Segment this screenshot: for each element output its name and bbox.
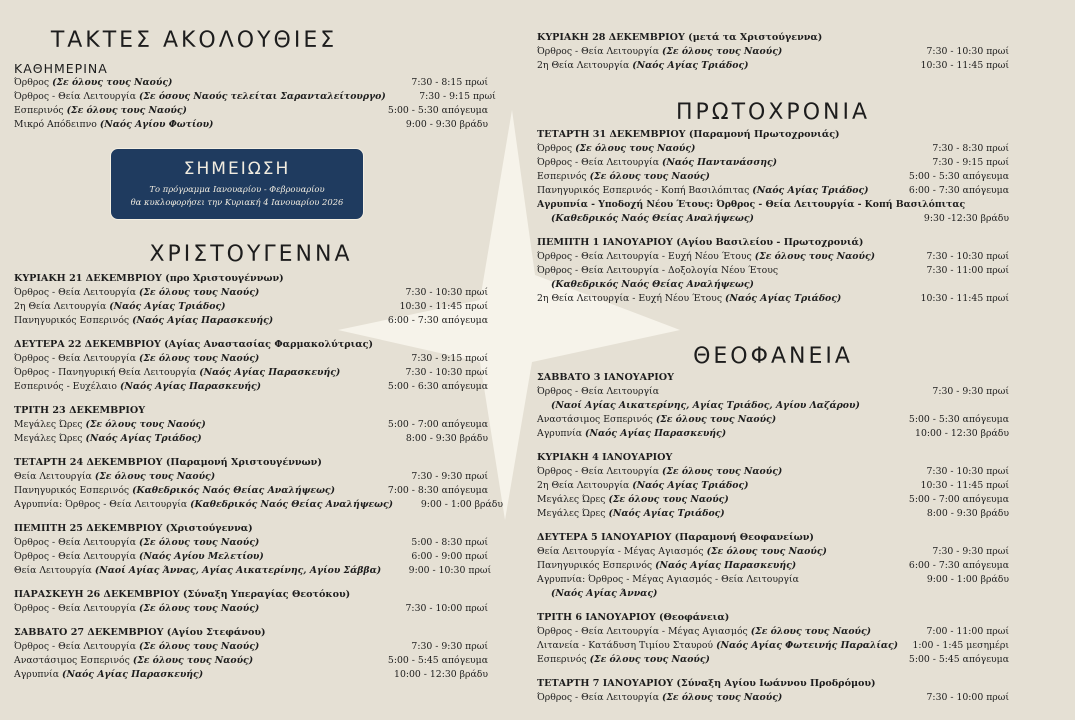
service-row (537, 493, 1009, 507)
service-row (537, 479, 1009, 493)
day-heading: ΚΥΡΙΑΚΗ 28 ΔΕΚΕΜΒΡΙΟΥ (μετά τα Χριστούγεννα) (537, 32, 823, 43)
service-row (14, 550, 488, 564)
service-name: Αγρυπνία: Όρθρος - Θεία Λειτουργία (14, 499, 188, 510)
service-row (537, 198, 1009, 212)
service-time: 5:00 - 7:00 απόγευμα (908, 494, 1009, 505)
service-name: Αγρυπνία (537, 428, 583, 439)
service-label (14, 654, 253, 668)
day-block (14, 456, 504, 512)
service-name: Πανηγυρικός Εσπερινός (14, 315, 130, 326)
day-block (537, 611, 1009, 667)
service-name: Όρθρος - Θεία Λειτουργία (537, 466, 659, 477)
service-place: (Σε όλους τους Ναούς) (661, 466, 783, 477)
day-block (537, 236, 1009, 306)
service-place: (Ναός Αγίας Παρασκευής) (62, 669, 204, 680)
service-label (14, 352, 259, 366)
service-place: (Σε όλους τους Ναούς) (138, 353, 260, 364)
day-block (14, 404, 488, 446)
service-time: 9:00 - 1:00 βράδυ (420, 499, 504, 510)
service-time: 7:30 - 9:15 πρωί (932, 157, 1009, 168)
service-label (537, 465, 782, 479)
service-time: 10:30 - 11:45 πρωί (920, 480, 1009, 491)
service-place: (Σε όλους τους Ναούς) (94, 471, 216, 482)
day-heading: ΠΕΜΠΤΗ 1 ΙΑΝΟΥΑΡΙΟΥ (Αγίου Βασιλείου - Πρωτοχρονιά) (537, 237, 864, 248)
service-name: 2η Θεία Λειτουργία (14, 301, 107, 312)
service-label (537, 399, 860, 413)
day-block (537, 371, 1009, 441)
service-row (537, 292, 1009, 306)
service-label (537, 479, 749, 493)
service-name: Όρθρος - Θεία Λειτουργία (14, 641, 136, 652)
service-label (537, 278, 754, 292)
day-heading: ΣΑΒΒΑΤΟ 3 ΙΑΝΟΥΑΡΙΟΥ (537, 372, 674, 383)
service-row (537, 212, 1009, 226)
service-place: (Σε όλους τους Ναούς) (589, 171, 710, 182)
service-place: (Ναός Αγίας Τριάδος) (109, 301, 226, 312)
service-name: Όρθρος - Θεία Λειτουργία (14, 91, 136, 102)
service-name: Όρθρος (14, 77, 50, 88)
service-place: (Σε όλους τους Ναούς) (85, 419, 206, 430)
page-title-regular: ΤΑΚΤΕΣ ΑΚΟΛΟΥΘΙΕΣ (50, 28, 338, 53)
service-time: 8:00 - 9:30 βράδυ (405, 433, 488, 444)
service-name: Όρθρος - Θεία Λειτουργία (14, 353, 136, 364)
service-row (537, 625, 1009, 639)
day-heading: ΔΕΥΤΕΡΑ 22 ΔΕΚΕΜΒΡΙΟΥ (Αγίας Αναστασίας Φαρμακολύτριας) (14, 339, 374, 350)
service-row (14, 300, 488, 314)
service-place: (Ναός Αγίας Τριάδος) (752, 185, 869, 196)
service-place: (Σε όλους τους Ναούς) (589, 654, 710, 665)
service-time: 10:30 - 11:45 πρωί (399, 301, 488, 312)
service-time (899, 278, 1009, 292)
service-place: (Ναός Αγίας Άννας) (551, 588, 658, 599)
service-row (14, 314, 488, 328)
service-label (537, 559, 796, 573)
service-label (537, 156, 777, 170)
day-heading: ΤΡΙΤΗ 6 ΙΑΝΟΥΑΡΙΟΥ (Θεοφάνεια) (537, 612, 730, 623)
service-time: 6:00 - 9:00 πρωί (411, 551, 488, 562)
day-heading: ΔΕΥΤΕΡΑ 5 ΙΑΝΟΥΑΡΙΟΥ (Παραμονή Θεοφανείων) (537, 532, 814, 543)
service-time: 5:00 - 5:30 απόγευμα (387, 105, 488, 116)
day-heading: ΤΕΤΑΡΤΗ 31 ΔΕΚΕΜΒΡΙΟΥ (Παραμονή Πρωτοχρονιάς) (537, 129, 840, 140)
service-label (537, 142, 695, 156)
service-place: (Καθεδρικός Ναός Θείας Αναλήψεως) (190, 499, 394, 510)
service-time: 9:00 - 9:30 βράδυ (405, 119, 488, 130)
service-label (14, 536, 259, 550)
service-name: Εσπερινός - Ευχέλαιο (14, 381, 117, 392)
service-label (537, 385, 659, 399)
service-time: 5:00 - 5:45 απόγευμα (387, 655, 488, 666)
day-heading: ΠΑΡΑΣΚΕΥΗ 26 ΔΕΚΕΜΒΡΙΟΥ (Σύναξη Υπεραγίας Θεοτόκου) (14, 589, 351, 600)
note-box (110, 148, 364, 220)
service-name: Όρθρος - Θεία Λειτουργία (14, 287, 136, 298)
service-row (537, 545, 1009, 559)
day-block (537, 451, 1009, 521)
service-row (537, 170, 1009, 184)
service-place: (Ναός Αγίας Τριάδος) (85, 433, 202, 444)
day-heading: ΤΡΙΤΗ 23 ΔΕΚΕΜΒΡΙΟΥ (14, 405, 146, 416)
service-place: (Καθεδρικός Ναός Θείας Αναλήψεως) (551, 213, 754, 224)
day-heading: ΤΕΤΑΡΤΗ 7 ΙΑΝΟΥΑΡΙΟΥ (Σύναξη Αγίου Ιωάννου Προδρόμου) (537, 678, 876, 689)
day-block (14, 522, 492, 578)
service-row (537, 59, 1009, 73)
service-name: Εσπερινός (537, 654, 587, 665)
service-place: (Καθεδρικός Ναός Θείας Αναλήψεως) (551, 279, 754, 290)
christmas-schedule (14, 272, 504, 692)
service-time: 7:30 - 9:30 πρωί (932, 386, 1009, 397)
note-title: ΣΗΜΕΙΩΣΗ (183, 159, 291, 179)
service-name: Αναστάσιμος Εσπερινός (537, 414, 653, 425)
service-name: Πανηγυρικός Εσπερινός (14, 485, 130, 496)
epiphany-schedule (537, 371, 1009, 715)
service-row (537, 250, 1009, 264)
service-place: (Σε όλους τους Ναούς) (138, 537, 260, 548)
service-name: Όρθρος - Θεία Λειτουργία (14, 551, 136, 562)
service-row (14, 418, 488, 432)
service-row (537, 399, 1009, 413)
service-row (14, 380, 488, 394)
note-line-1: Το πρόγραμμα Ιανουαρίου - Φεβρουαρίου (149, 184, 325, 194)
service-place: (Ναός Αγίας Παρασκευής) (119, 381, 262, 392)
service-row (14, 104, 488, 118)
service-time: 7:00 - 8:30 απόγευμα (387, 485, 488, 496)
day-heading: ΤΕΤΑΡΤΗ 24 ΔΕΚΕΜΒΡΙΟΥ (Παραμονή Χριστουγέννων) (14, 457, 322, 468)
service-name: 2η Θεία Λειτουργία - Ευχή Νέου Έτους (537, 293, 723, 304)
service-name: Όρθρος - Πανηγυρική Θεία Λειτουργία (14, 367, 197, 378)
service-label (537, 493, 729, 507)
service-time (899, 399, 1009, 413)
service-label (14, 470, 215, 484)
service-time: 6:00 - 7:30 απόγευμα (908, 560, 1009, 571)
service-name: Θεία Λειτουργία (14, 565, 92, 576)
day-block (537, 677, 1009, 705)
service-row (537, 156, 1009, 170)
service-place: (Ναοί Αγίας Άννας, Αγίας Αικατερίνης, Αγίου Σάββα) (94, 565, 382, 576)
day-heading: ΚΥΡΙΑΚΗ 21 ΔΕΚΕΜΒΡΙΟΥ (προ Χριστουγέννων) (14, 273, 284, 284)
service-time: 7:30 - 8:15 πρωί (411, 77, 488, 88)
service-row (537, 184, 1009, 198)
service-label (14, 314, 273, 328)
day-block (537, 31, 1009, 73)
service-place: (Σε όλους τους Ναούς) (750, 626, 872, 637)
service-label (14, 498, 393, 512)
service-label (537, 264, 778, 278)
service-place: (Ναός Αγίας Παρασκευής) (655, 560, 797, 571)
day-block (14, 272, 488, 328)
service-name: Όρθρος - Θεία Λειτουργία - Ευχή Νέου Έτους (537, 251, 752, 262)
service-place: (Σε όλους τους Ναούς) (661, 46, 783, 57)
service-row (14, 564, 492, 578)
service-row (14, 498, 504, 512)
service-row (537, 653, 1009, 667)
service-row (537, 385, 1009, 399)
service-time: 7:30 - 10:30 πρωί (926, 251, 1009, 262)
service-place: (Σε όλους τους Ναούς) (138, 603, 260, 614)
service-time: 9:00 - 1:00 βράδυ (926, 574, 1009, 585)
service-row (537, 142, 1009, 156)
service-label (14, 76, 172, 90)
service-time: 7:30 - 9:15 πρωί (411, 353, 488, 364)
service-time: 5:00 - 5:30 απόγευμα (908, 171, 1009, 182)
service-time: 7:00 - 11:00 πρωί (926, 626, 1009, 637)
service-name: Όρθρος - Θεία Λειτουργία (14, 603, 136, 614)
service-place: (Σε όλους τους Ναούς) (608, 494, 729, 505)
service-name: Αγρυπνία (14, 669, 60, 680)
service-row (537, 45, 1009, 59)
service-label (14, 564, 381, 578)
service-time: 7:30 - 10:30 πρωί (926, 466, 1009, 477)
service-row (537, 465, 1009, 479)
service-row (537, 573, 1009, 587)
day-block (537, 128, 1009, 226)
service-label (537, 212, 754, 226)
daily-heading: ΚΑΘΗΜΕΡΙΝΑ (14, 61, 108, 76)
service-place: (Ναός Παντανάσσης) (661, 157, 778, 168)
service-name: Όρθρος (537, 143, 573, 154)
service-label (537, 292, 841, 306)
service-label (537, 427, 726, 441)
service-place: (Ναός Αγίας Παρασκευής) (585, 428, 727, 439)
service-row (537, 691, 1009, 705)
service-place: (Ναός Αγίας Τριάδος) (725, 293, 842, 304)
service-row (14, 118, 488, 132)
day-heading: ΠΕΜΠΤΗ 25 ΔΕΚΕΜΒΡΙΟΥ (Χριστούγεννα) (14, 523, 253, 534)
service-row (537, 278, 1009, 292)
service-time: 5:00 - 5:45 απόγευμα (908, 654, 1009, 665)
service-label (537, 625, 871, 639)
service-row (14, 366, 488, 380)
service-row (14, 286, 488, 300)
day-block (14, 338, 488, 394)
day-heading: ΚΥΡΙΑΚΗ 4 ΙΑΝΟΥΑΡΙΟΥ (537, 452, 673, 463)
service-time: 8:00 - 9:30 βράδυ (926, 508, 1009, 519)
service-label (14, 640, 259, 654)
service-row (537, 587, 1009, 601)
service-time: 5:00 - 7:00 απόγευμα (387, 419, 488, 430)
service-row (14, 76, 488, 90)
service-row (14, 640, 488, 654)
service-time: 7:30 - 10:00 πρωί (926, 692, 1009, 703)
service-name: Εσπερινός (14, 105, 64, 116)
service-label (14, 104, 187, 118)
service-time: 7:30 - 8:30 πρωί (932, 143, 1009, 154)
service-name: Αγρυπνία - Υποδοχή Νέου Έτους: Όρθρος - Θεία Λειτουργία - Κοπή Βασιλόπιτας (537, 199, 966, 210)
service-name: Μεγάλες Ώρες (14, 419, 83, 430)
service-time: 7:30 - 10:30 πρωί (926, 46, 1009, 57)
service-name: Πανηγυρικός Εσπερινός (537, 560, 653, 571)
service-time: 9:00 - 10:30 πρωί (408, 565, 492, 576)
service-label (537, 573, 799, 587)
service-time: 10:00 - 12:30 βράδυ (394, 669, 488, 680)
service-place: (Σε όλους τους Ναούς) (754, 251, 876, 262)
service-row (537, 639, 1009, 653)
service-name: Εσπερινός (537, 171, 587, 182)
service-label (537, 45, 782, 59)
service-time: 7:30 - 10:30 πρωί (405, 287, 488, 298)
epiphany-title: ΘΕΟΦΑΝΕΙΑ (693, 344, 853, 369)
service-name: Μικρό Απόδειπνο (14, 119, 97, 130)
service-place: (Ναός Αγίας Τριάδος) (632, 480, 749, 491)
new-year-title: ΠΡΩΤΟΧΡΟΝΙΑ (675, 100, 871, 125)
service-label (14, 118, 213, 132)
service-row (14, 536, 488, 550)
service-name: Αναστάσιμος Εσπερινός (14, 655, 130, 666)
christmas-title: ΧΡΙΣΤΟΥΓΕΝΝΑ (149, 242, 353, 267)
service-row (537, 427, 1009, 441)
service-label (537, 545, 827, 559)
day-block (14, 588, 488, 616)
service-label (537, 587, 657, 601)
service-label (537, 250, 875, 264)
service-row (14, 484, 488, 498)
service-place: (Ναός Αγίας Παρασκευής) (132, 315, 274, 326)
service-label (537, 507, 725, 521)
service-place: (Σε όσους Ναούς τελείται Σαρανταλείτουργο) (138, 91, 386, 102)
service-name: Όρθρος - Θεία Λειτουργία (537, 46, 659, 57)
service-time (965, 198, 1075, 212)
service-time: 6:00 - 7:30 απόγευμα (387, 315, 488, 326)
day-block (14, 626, 488, 682)
service-name: Όρθρος - Θεία Λειτουργία (537, 386, 659, 397)
service-time: 1:00 - 1:45 μεσημέρι (912, 640, 1009, 651)
service-place: (Σε όλους τους Ναούς) (706, 546, 827, 557)
service-place: (Ναοί Αγίας Αικατερίνης, Αγίας Τριάδος, Αγίου Λαζάρου) (551, 400, 860, 411)
service-name: Θεία Λειτουργία (14, 471, 92, 482)
service-time: 10:30 - 11:45 πρωί (920, 293, 1009, 304)
service-place: (Ναός Αγίας Τριάδος) (608, 508, 725, 519)
service-label (537, 59, 749, 73)
service-name: Αγρυπνία: Όρθρος - Μέγας Αγιασμός - Θεία Λειτουργία (537, 574, 799, 585)
service-place: (Σε όλους τους Ναούς) (52, 77, 173, 88)
service-label (14, 550, 264, 564)
day-block (537, 531, 1009, 601)
service-row (537, 264, 1009, 278)
service-row (537, 413, 1009, 427)
service-place: (Σε όλους τους Ναούς) (661, 692, 783, 703)
service-time: 10:30 - 11:45 πρωί (920, 60, 1009, 71)
service-name: Όρθρος - Θεία Λειτουργία (14, 537, 136, 548)
service-row (537, 559, 1009, 573)
service-row (14, 654, 488, 668)
service-place: (Ναός Αγίας Τριάδος) (632, 60, 749, 71)
after-christmas-schedule (537, 31, 1009, 83)
service-place: (Ναός Αγίας Παρασκευής) (199, 367, 341, 378)
service-time: 9:30 -12:30 βράδυ (923, 213, 1009, 224)
service-place: (Καθεδρικός Ναός Θείας Αναλήψεως) (132, 485, 335, 496)
service-time: 7:30 - 9:30 πρωί (411, 471, 488, 482)
service-row (14, 470, 488, 484)
service-name: Λιτανεία - Κατάδυση Τιμίου Σταυρού (537, 640, 714, 651)
service-name: Μεγάλες Ώρες (537, 508, 606, 519)
service-label (537, 653, 710, 667)
service-time: 7:30 - 9:30 πρωί (932, 546, 1009, 557)
service-name: Πανηγυρικός Εσπερινός - Κοπή Βασιλόπιτας (537, 185, 750, 196)
service-row (14, 90, 496, 104)
service-name: 2η Θεία Λειτουργία (537, 480, 630, 491)
service-label (14, 484, 335, 498)
service-name: Μεγάλες Ώρες (14, 433, 83, 444)
service-name: Όρθρος - Θεία Λειτουργία - Μέγας Αγιασμός (537, 626, 748, 637)
service-label (14, 286, 259, 300)
service-time: 7:30 - 9:15 πρωί (419, 91, 496, 102)
service-time: 5:00 - 6:30 απόγευμα (387, 381, 488, 392)
service-name: Όρθρος - Θεία Λειτουργία (537, 157, 659, 168)
service-row (14, 352, 488, 366)
service-name: 2η Θεία Λειτουργία (537, 60, 630, 71)
service-label (537, 170, 710, 184)
service-label (537, 413, 776, 427)
service-label (14, 366, 340, 380)
service-place: (Ναός Αγίου Φωτίου) (99, 119, 214, 130)
service-time: 7:30 - 10:30 πρωί (405, 367, 488, 378)
service-place: (Σε όλους τους Ναούς) (66, 105, 187, 116)
service-row (14, 668, 488, 682)
service-place: (Ναός Αγίου Μελετίου) (138, 551, 264, 562)
service-label (537, 639, 898, 653)
service-label (14, 380, 261, 394)
new-year-schedule (537, 128, 1009, 316)
service-time: 5:00 - 5:30 απόγευμα (908, 414, 1009, 425)
service-label (537, 198, 965, 212)
day-heading: ΣΑΒΒΑΤΟ 27 ΔΕΚΕΜΒΡΙΟΥ (Αγίου Στεφάνου) (14, 627, 266, 638)
service-time: 6:00 - 7:30 απόγευμα (908, 185, 1009, 196)
service-time: 7:30 - 10:00 πρωί (405, 603, 488, 614)
service-name: Θεία Λειτουργία - Μέγας Αγιασμός (537, 546, 704, 557)
service-time: 10:00 - 12:30 βράδυ (915, 428, 1009, 439)
service-label (14, 300, 226, 314)
service-name: Όρθρος - Θεία Λειτουργία - Δοξολογία Νέου Έτους (537, 265, 779, 276)
service-label (537, 691, 782, 705)
service-place: (Σε όλους τους Ναούς) (655, 414, 777, 425)
service-label (14, 432, 202, 446)
service-place: (Σε όλους τους Ναούς) (132, 655, 254, 666)
service-time: 7:30 - 9:30 πρωί (411, 641, 488, 652)
service-place: (Σε όλους τους Ναούς) (138, 287, 260, 298)
service-row (537, 507, 1009, 521)
service-label (14, 418, 206, 432)
service-row (14, 432, 488, 446)
service-name: Όρθρος - Θεία Λειτουργία (537, 692, 659, 703)
note-line-2: θα κυκλοφορήσει την Κυριακή 4 Ιανουαρίου 2026 (130, 197, 344, 207)
service-place: (Σε όλους τους Ναούς) (138, 641, 260, 652)
daily-list (14, 76, 496, 132)
service-name: Μεγάλες Ώρες (537, 494, 606, 505)
service-time: 5:00 - 8:30 πρωί (411, 537, 488, 548)
service-time: 7:30 - 11:00 πρωί (926, 265, 1009, 276)
service-label (14, 602, 259, 616)
service-place: (Ναός Αγίας Φωτεινής Παραλίας) (716, 640, 899, 651)
service-label (14, 90, 386, 104)
service-place: (Σε όλους τους Ναούς) (575, 143, 696, 154)
service-time (899, 587, 1009, 601)
service-row (14, 602, 488, 616)
service-label (14, 668, 203, 682)
service-label (537, 184, 869, 198)
